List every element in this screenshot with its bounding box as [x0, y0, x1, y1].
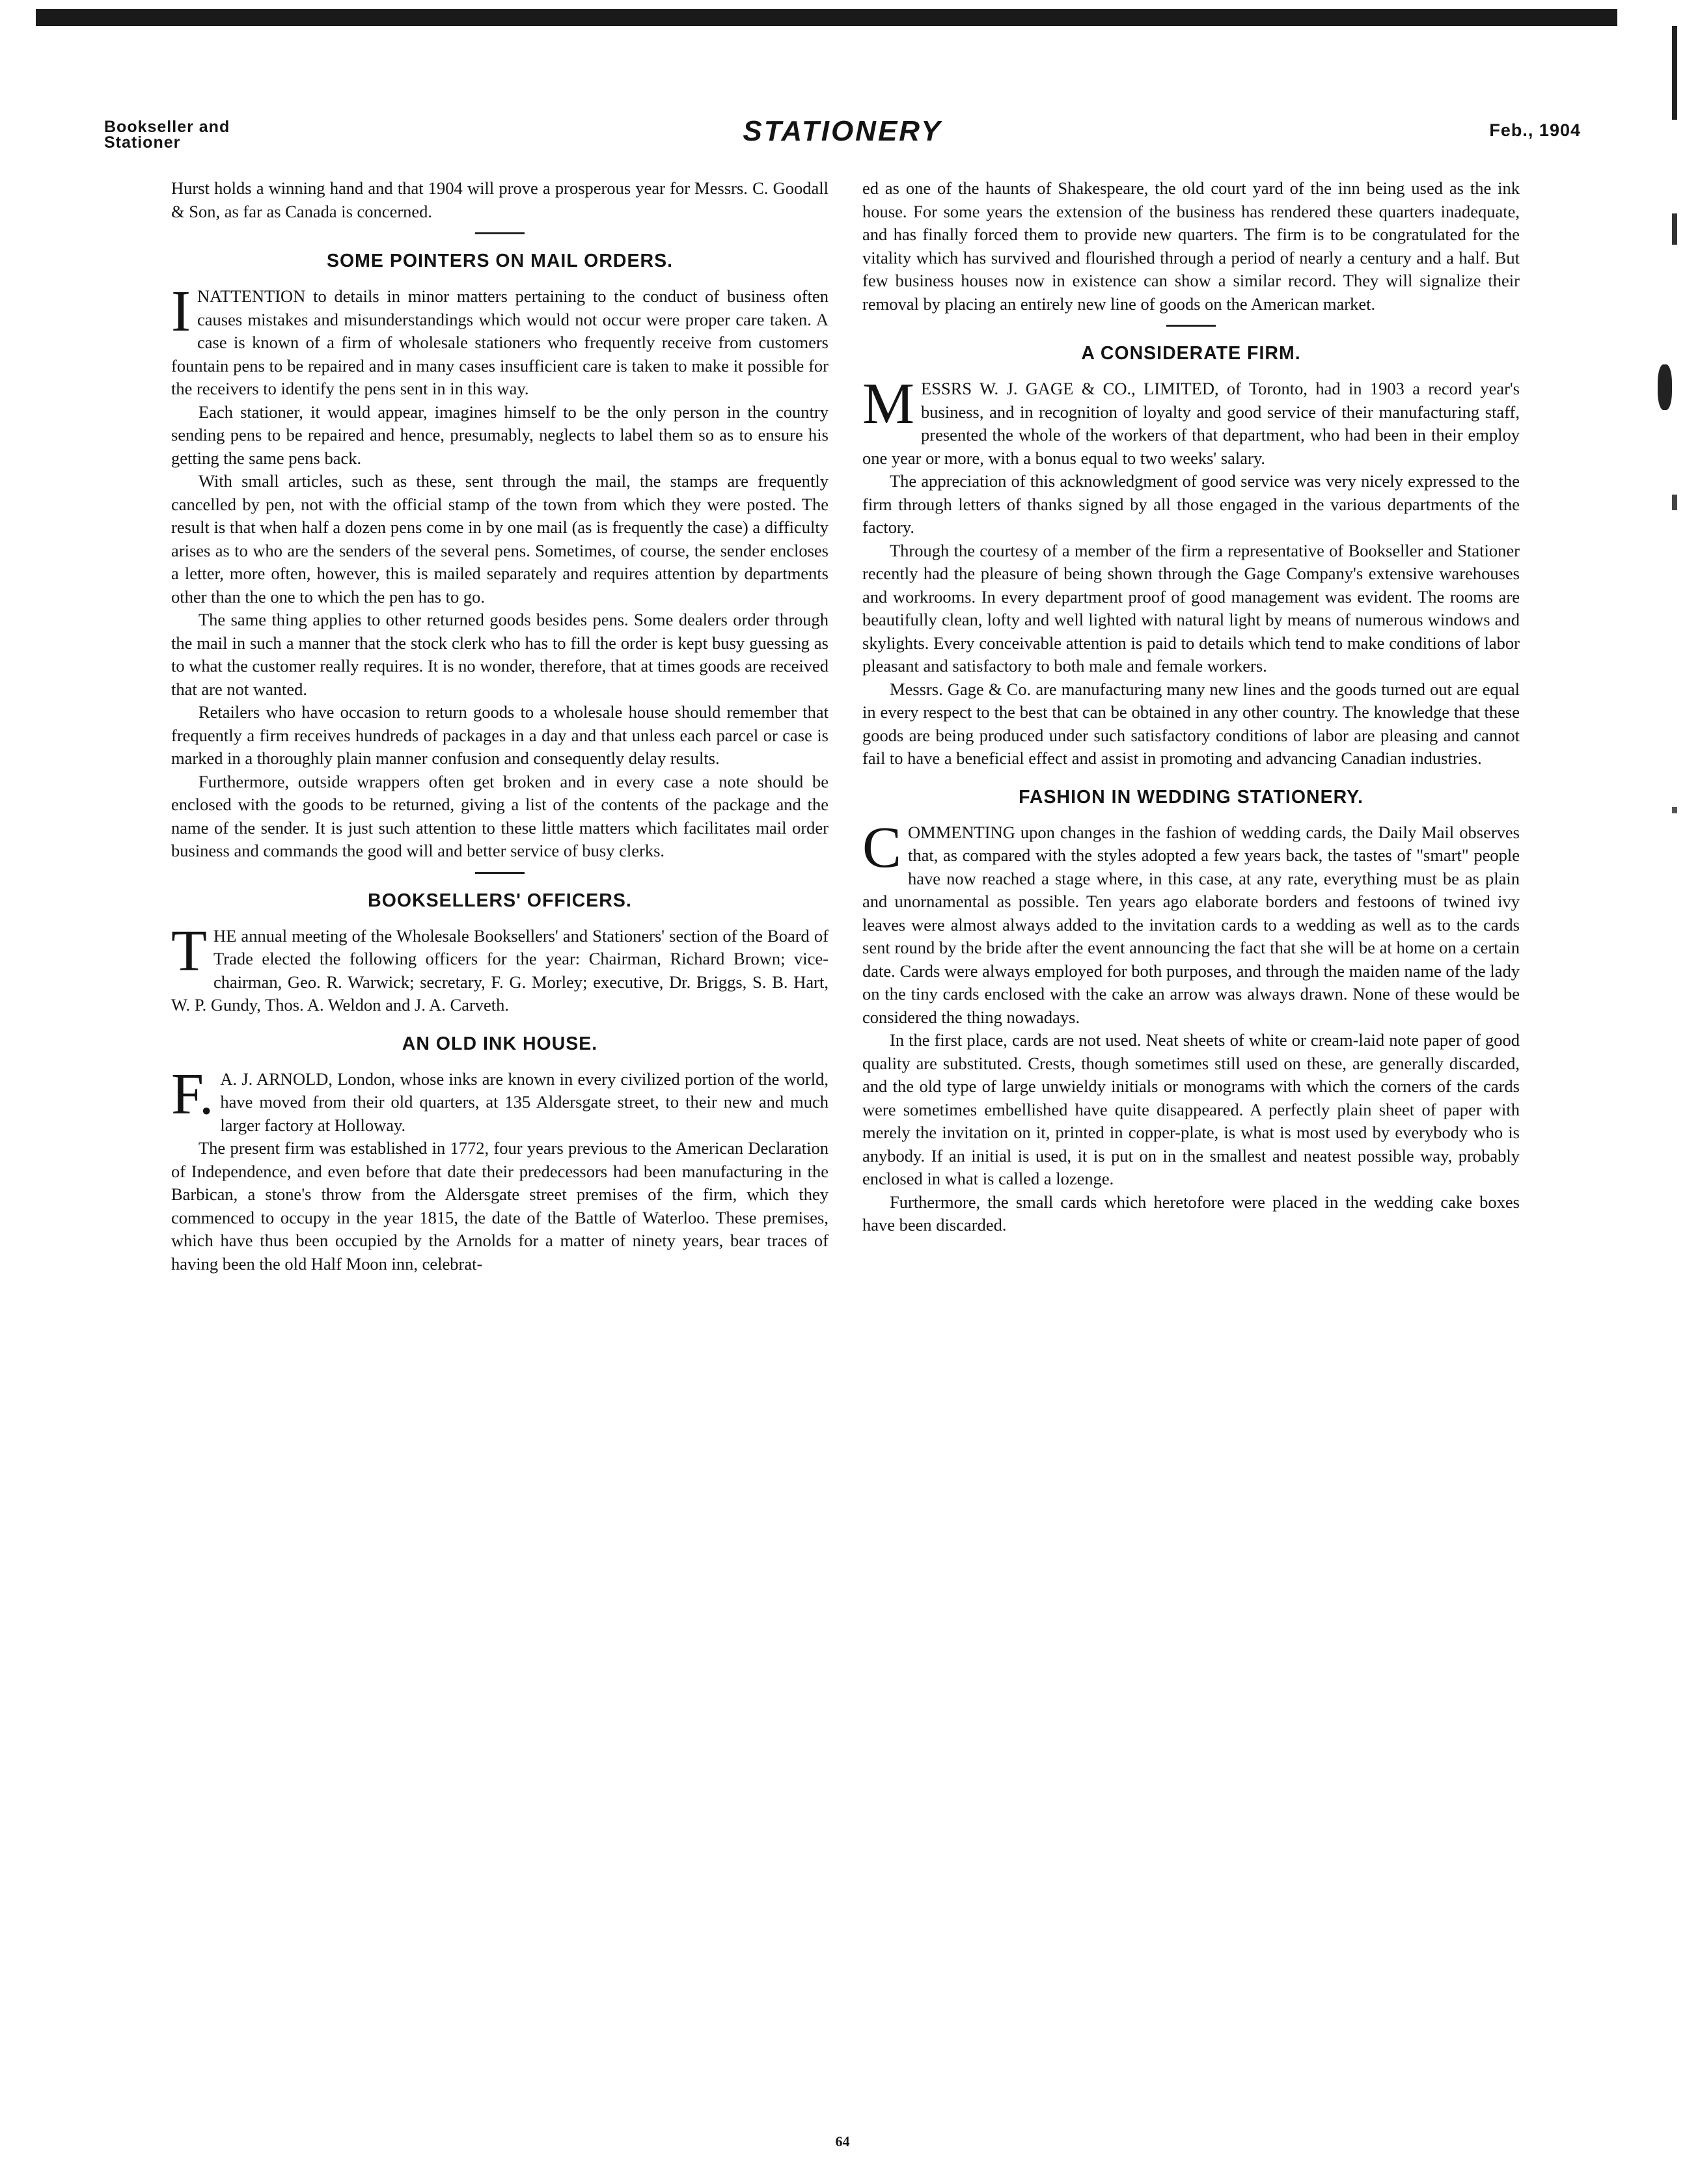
header-section-title: STATIONERY — [743, 115, 942, 147]
article-paragraph: Each stationer, it would appear, imagines himself to be the only person in the country sending pens to be repaired and hence, presumably, neglects to label them so as to ensure his getting the same pens back. — [171, 402, 829, 468]
page-header — [104, 114, 1581, 153]
page-number: 64 — [835, 2133, 850, 2150]
scan-blot — [1658, 364, 1672, 410]
top-border-bar — [36, 9, 1617, 26]
article-paragraph: MESSRS W. J. GAGE & CO., LIMITED, of Toronto, had in 1903 a record year's business, and in recognition of loyalty and good service of their manufacturing staff, presented the whole of the workers of that department, who had been in their employ one year or more, with a bonus equal to two weeks' salary. — [862, 372, 1520, 468]
page-edge-scan-mark — [1672, 26, 1677, 1588]
right-column — [862, 177, 1520, 1237]
article-paragraph: Furthermore, outside wrappers often get broken and in every case a note should be enclosed with the goods to be returned, giving a list of the contents of the package and the name of the sender. It is just such attention to these little matters which facilitates mail order business and commands the good will and better service of busy clerks. — [171, 771, 829, 860]
left-column — [171, 177, 829, 1276]
intro-paragraph: Hurst holds a winning hand and that 1904 will prove a prosperous year for Messrs. C. Goodall & Son, as far as Canada is concerned. — [171, 178, 829, 221]
article-paragraph: Through the courtesy of a member of the firm a representative of Bookseller and Stationer recently had the pleasure of being shown through the Gage Company's extensive warehouses and workrooms. In every department proof of good management was evident. The rooms are beautifully clean, lofty and well lighted with natural light by means of numerous windows and skylights. Every conceivable attention is paid to details which tend to make conditions of labor pleasant and satisfactory to both male and female workers. — [862, 540, 1520, 676]
article-paragraph: COMMENTING upon changes in the fashion of wedding cards, the Daily Mail observes that, as compared with the styles adopted a few years back, the tastes of "smart" people have now reached a stage where, in this case, at any rate, everything must be as plain and unornamental as possible. Ten years ago elaborate borders and festoons of twined ivy leaves were almost always added to the invitation cards to a wedding as well as to the cards sent round by the bride after the event announcing the fact that she will be at home on a certain date. Cards were always employed for both purposes, and through the maiden name of the lady on the tiny cards enclosed with the cake an arrow was always drawn. None of these would be considered the thing nowadays. — [862, 815, 1520, 1027]
article-paragraph: The same thing applies to other returned goods besides pens. Some dealers order through the mail in such a manner that the stock clerk who has to fill the order is kept busy guessing as to what the customer really requires. It is no wonder, therefore, that at times goods are received that are not wanted. — [171, 610, 829, 699]
article-paragraph: Messrs. Gage & Co. are manufacturing many new lines and the goods turned out are equal in every respect to the best that can be obtained in any other country. The knowledge that these goods are being produced under such satisfactory conditions of labor are pleasing and cannot fail to have a beneficial effect and assist in promoting and advancing Canadian industries. — [862, 679, 1520, 768]
article-paragraph-continued: ed as one of the haunts of Shakespeare, the old court yard of the inn being used as the ink house. For some years the extension of the business has rendered these quarters inadequate, and has finally forced them to provide new quarters. The firm is to be congratulated for the vitality which has survived and flourished through a period of nearly a century and a half. But few business houses now in existence can show a similar record. They will signalize their removal by placing an entirely new line of goods on the American market. — [862, 178, 1520, 314]
article-paragraph: The appreciation of this acknowledgment of good service was very nicely expressed to the firm through letters of thanks signed by all those engaged in the various departments of the factory. — [862, 471, 1520, 537]
article-paragraph: The present firm was established in 1772, four years previous to the American Declaration of Independence, and even before that date their predecessors had been manufacturing in the Barbican, a stone's throw from the Aldersgate street premises of the firm, which they commenced to occupy in the year 1815, the date of the Battle of Waterloo. These premises, which have thus been occupied by the Arnolds for a matter of ninety years, bear traces of having been the old Half Moon inn, celebrat- — [171, 1138, 829, 1274]
article-paragraph: Retailers who have occasion to return goods to a wholesale house should remember that frequently a firm receives hundreds of packages in a day and that unless each parcel or case is marked in a thoroughly plain manner confusion and consequently delay results. — [171, 702, 829, 768]
article-paragraph: INATTENTION to details in minor matters pertaining to the conduct of business often causes mistakes and misunderstandings which would not occur were proper care taken. A case is known of a firm of wholesale stationers who frequently receive from customers fountain pens to be repaired and in many cases insufficient care is taken to make it possible for the receivers to identify the pens sent in in this way. — [171, 279, 829, 398]
header-date: Feb., 1904 — [1489, 120, 1581, 140]
section-divider — [1166, 325, 1216, 327]
article-paragraph: Furthermore, the small cards which heretofore were placed in the wedding cake boxes have been discarded. — [862, 1192, 1520, 1235]
article-paragraph: In the first place, cards are not used. Neat sheets of white or cream-laid note paper of good quality are substituted. Crests, though sometimes still used on these, are generally discarded, and the old type of large unwieldy initials or monograms with which the corners of the cards were sometimes embellished have quite disappeared. A perfectly plain sheet of paper with merely the invitation on it, printed in copper-plate, is what is most used by everybody who is anybody. If an initial is used, it is put on in the smallest and neatest possible way, probably enclosed in what is called a lozenge. — [862, 1030, 1520, 1188]
header-publication-line2: Stationer — [104, 133, 181, 152]
article-title-old-ink-house: AN OLD INK HOUSE. — [402, 1033, 598, 1054]
article-paragraph: THE annual meeting of the Wholesale Booksellers' and Stationers' section of the Board of Trade elected the following officers for the year: Chairman, Richard Brown; vice-chairman, Geo. R. Warwick; secretary, F. G. Morley; executive, Dr. Briggs, S. B. Hart, W. P. Gundy, Thos. A. Weldon and J. A. Carveth. — [171, 918, 829, 1015]
section-divider — [475, 232, 525, 234]
article-title-mail-orders: SOME POINTERS ON MAIL ORDERS. — [326, 251, 674, 271]
article-title-considerate-firm: A CONSIDERATE FIRM. — [1081, 343, 1301, 364]
article-title-booksellers-officers: BOOKSELLERS' OFFICERS. — [368, 890, 632, 911]
section-divider — [475, 872, 525, 874]
article-paragraph: F.A. J. ARNOLD, London, whose inks are known in every civilized portion of the world, have moved from their old quarters, at 135 Aldersgate street, to their new and much larger factory at Holloway. — [171, 1061, 829, 1135]
article-paragraph: With small articles, such as these, sent through the mail, the stamps are frequently cancelled by pen, not with the official stamp of the town from which they were posted. The result is that when half a dozen pens come in by one mail (as is frequently the case) a difficulty arises as to who are the senders of the several pens. Sometimes, of course, the sender encloses a letter, more often, however, this is mailed separately and requires attention by departments other than the one to which the pen has to go. — [171, 471, 829, 607]
article-title-wedding-stationery: FASHION IN WEDDING STATIONERY. — [1019, 786, 1363, 808]
header-publication-line1: Bookseller and — [104, 118, 230, 136]
